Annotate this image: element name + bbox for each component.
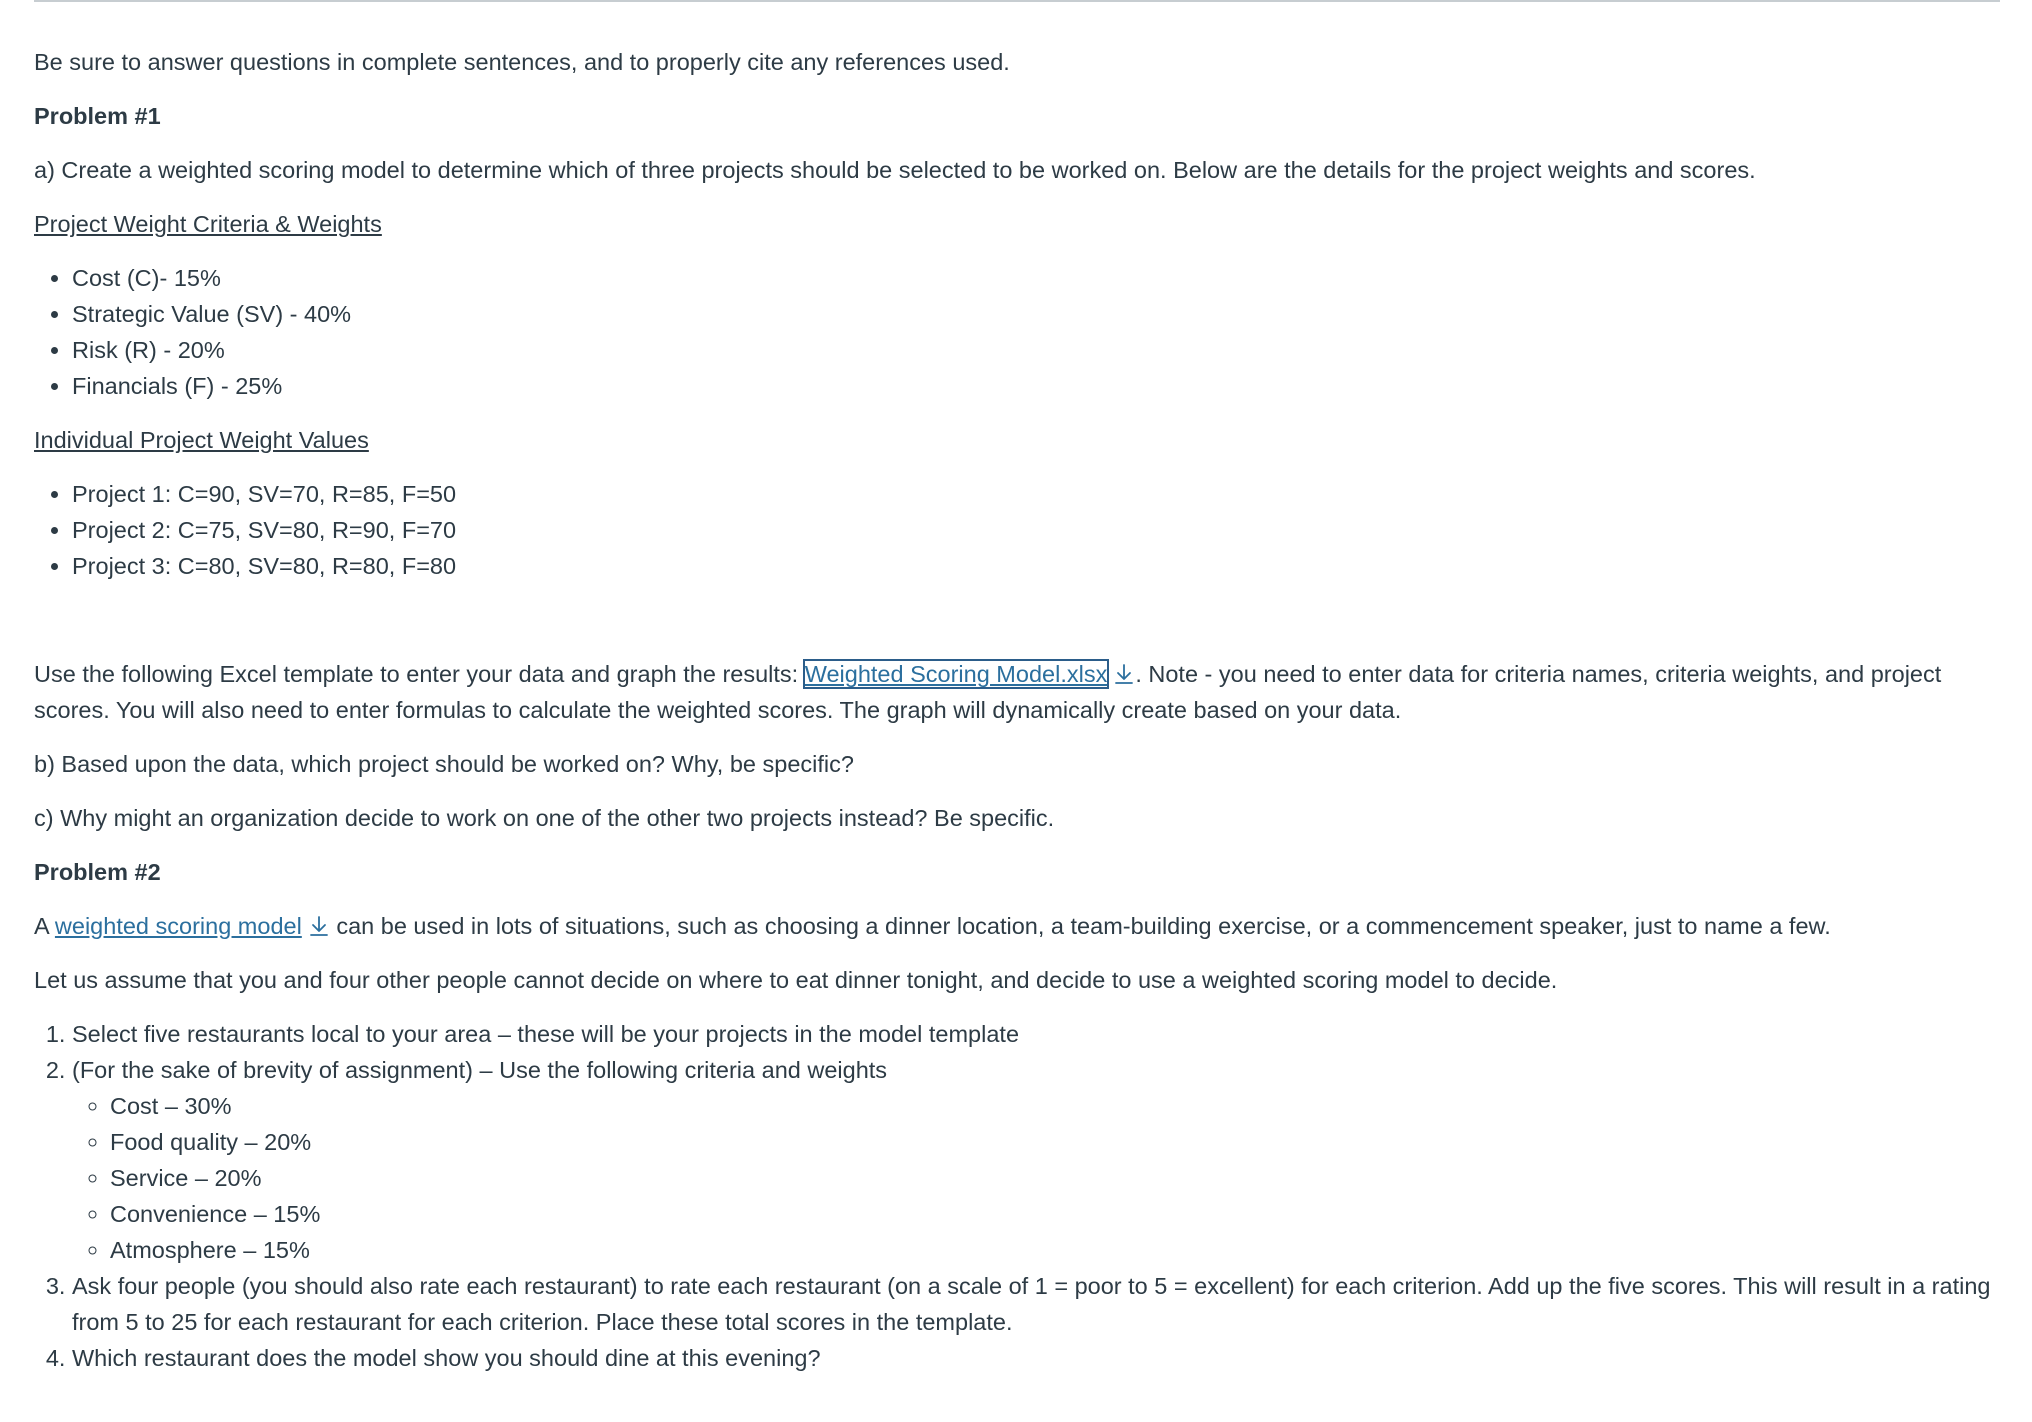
problem2-intro-pre: A bbox=[34, 913, 55, 939]
weighted-scoring-model-link[interactable]: weighted scoring model bbox=[54, 913, 302, 939]
criteria-heading: Project Weight Criteria & Weights bbox=[34, 211, 382, 237]
template-paragraph bbox=[34, 656, 1994, 728]
list-item: ◦ Food quality – 20% bbox=[110, 1124, 1994, 1160]
problem2-heading: Problem #2 bbox=[34, 859, 161, 885]
problem2-intro bbox=[34, 908, 1994, 944]
assignment-content bbox=[34, 44, 1994, 1394]
list-item: • Risk (R) - 20% bbox=[72, 332, 1994, 368]
restaurant-criteria-list bbox=[72, 1088, 1994, 1268]
list-item: • Project 2: C=75, SV=80, R=90, F=70 bbox=[72, 512, 1994, 548]
excel-template-link[interactable]: Weighted Scoring Model.xlsx bbox=[804, 661, 1108, 687]
step-text: Ask four people (you should also rate each restaurant) to rate each restaurant (on a scale of 1 = poor to 5 = excellent) for each criterion. Add up the five scores. This will result in a rating from 5 to 25 for each restaurant for each criterion. Place these total scores in the template. bbox=[72, 1273, 1991, 1335]
list-item bbox=[72, 1268, 1994, 1340]
template-text-pre: Use the following Excel template to enter your data and graph the results: bbox=[34, 661, 805, 687]
problem1-part-b: b) Based upon the data, which project should be worked on? Why, be specific? bbox=[34, 751, 854, 777]
list-item: ◦ Convenience – 15% bbox=[110, 1196, 1994, 1232]
steps-list bbox=[34, 1016, 1994, 1376]
list-item bbox=[72, 1340, 1994, 1376]
problem2-assume: Let us assume that you and four other people cannot decide on where to eat dinner tonight, and decide to use a weighted scoring model to decide. bbox=[34, 967, 1558, 993]
list-item: ◦ Cost – 30% bbox=[110, 1088, 1994, 1124]
list-item: • Cost (C)- 15% bbox=[72, 260, 1994, 296]
download-icon[interactable] bbox=[308, 914, 330, 938]
values-list bbox=[34, 476, 1994, 584]
list-item: • Financials (F) - 25% bbox=[72, 368, 1994, 404]
list-item: • Project 1: C=90, SV=70, R=85, F=50 bbox=[72, 476, 1994, 512]
problem1-part-c: c) Why might an organization decide to work on one of the other two projects instead? Be specific. bbox=[34, 805, 1055, 831]
intro-text: Be sure to answer questions in complete sentences, and to properly cite any references used. bbox=[34, 49, 1010, 75]
download-icon[interactable] bbox=[1113, 662, 1135, 686]
list-item bbox=[72, 1052, 1994, 1268]
spacer bbox=[34, 602, 1994, 656]
step-text: Select five restaurants local to your area – these will be your projects in the model template bbox=[72, 1021, 1020, 1047]
list-item: • Strategic Value (SV) - 40% bbox=[72, 296, 1994, 332]
template-text-post: . Note - you need to enter data for criteria names, criteria weights, and project scores. You will also need to enter formulas to calculate the weighted scores. The graph will dynamically create based on your data. bbox=[34, 661, 1942, 723]
list-item: ◦ Atmosphere – 15% bbox=[110, 1232, 1994, 1268]
list-item: ◦ Service – 20% bbox=[110, 1160, 1994, 1196]
step-text: (For the sake of brevity of assignment) – Use the following criteria and weights bbox=[72, 1057, 888, 1083]
problem2-intro-post: can be used in lots of situations, such as choosing a dinner location, a team-building exercise, or a commencement speaker, just to name a few. bbox=[329, 913, 1831, 939]
top-divider bbox=[34, 0, 2000, 2]
list-item: • Project 3: C=80, SV=80, R=80, F=80 bbox=[72, 548, 1994, 584]
step-text: Which restaurant does the model show you should dine at this evening? bbox=[72, 1345, 821, 1371]
values-heading: Individual Project Weight Values bbox=[34, 427, 369, 453]
criteria-list bbox=[34, 260, 1994, 404]
list-item bbox=[72, 1016, 1994, 1052]
problem1-part-a: a) Create a weighted scoring model to determine which of three projects should be selected to be worked on. Below are the details for the project weights and scores. bbox=[34, 157, 1756, 183]
problem1-heading: Problem #1 bbox=[34, 103, 161, 129]
